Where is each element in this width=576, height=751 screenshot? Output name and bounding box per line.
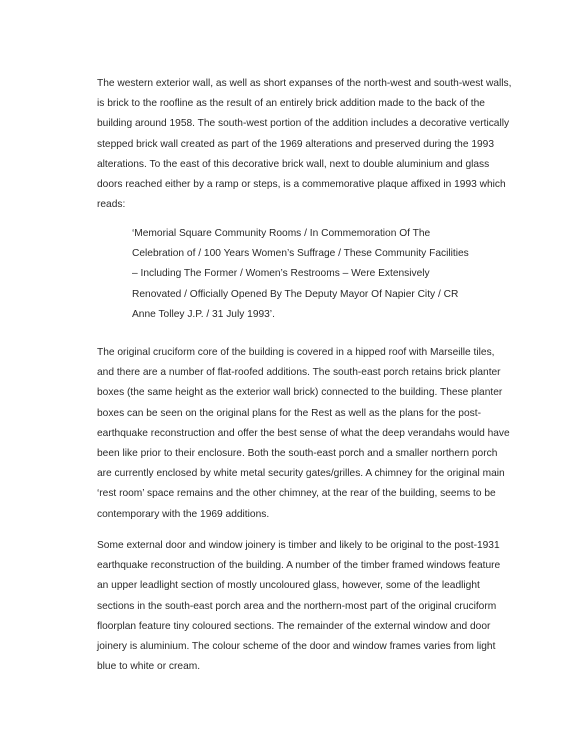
paragraph-joinery: [97, 536, 501, 677]
text-line: stepped brick wall created as part of the 1969 alterations and preserved during the 1993: [97, 138, 494, 150]
text-line: reads:: [97, 199, 126, 211]
text-line: joinery is aluminium. The colour scheme of the door and window frames varies from light: [97, 641, 496, 653]
text-line: is brick to the roofline as the result of an entirely brick addition made to the back of the: [97, 98, 485, 110]
text-line: sections in the south-east porch area and the northern-most part of the original cruciform: [97, 600, 497, 612]
text-line: boxes (the same height as the exterior wall brick) connected to the building. These planter: [97, 387, 503, 399]
quote-line: Celebration of / 100 Years Women’s Suffrage / These Community Facilities: [132, 248, 469, 260]
text-line: Some external door and window joinery is timber and likely to be original to the post-1931: [97, 540, 500, 551]
quote-line: ‘Memorial Square Community Rooms / In Commemoration Of The: [132, 228, 431, 239]
text-line: alterations. To the east of this decorative brick wall, next to double aluminium and glass: [97, 158, 490, 170]
text-line: boxes can be seen on the original plans for the Rest as well as the plans for the post-: [97, 407, 481, 419]
text-line: are currently enclosed by white metal security gates/grilles. A chimney for the original main: [97, 468, 505, 480]
quote-line: Anne Tolley J.P. / 31 July 1993’.: [132, 308, 275, 320]
text-line: The western exterior wall, as well as short expanses of the north-west and south-west walls,: [97, 78, 512, 89]
text-line: doors reached either by a ramp or steps, is a commemorative plaque affixed in 1993 which: [97, 179, 506, 191]
text-line: contemporary with the 1969 additions.: [97, 508, 270, 520]
text-line: floorplan feature tiny coloured sections. The remainder of the external window and door: [97, 620, 491, 632]
text-line: an upper leadlight section of mostly uncoloured glass, however, some of the leadlight: [97, 580, 480, 592]
text-line: blue to white or cream.: [97, 661, 201, 673]
quote-line: Renovated / Officially Opened By The Deputy Mayor Of Napier City / CR: [132, 288, 459, 300]
paragraph-cruciform-core: [97, 343, 510, 525]
text-line: been like prior to their enclosure. Both the south-east porch and a smaller northern porch: [97, 448, 498, 460]
text-line: and there are a number of flat-roofed additions. The south-east porch retains brick planter: [97, 367, 501, 379]
text-line: The original cruciform core of the building is covered in a hipped roof with Marseille tiles,: [97, 347, 495, 358]
text-line: building around 1958. The south-west portion of the addition includes a decorative vertically: [97, 118, 510, 130]
text-line: ‘rest room’ space remains and the other chimney, at the rear of the building, seems to be: [97, 488, 496, 500]
text-line: earthquake reconstruction of the building. A number of the timber framed windows feature: [97, 560, 501, 572]
paragraph-western-wall: [97, 74, 512, 215]
quote-line: – Including The Former / Women’s Restrooms – Were Extensively: [132, 268, 430, 280]
plaque-quote: [132, 224, 492, 325]
text-line: earthquake reconstruction and offer the best sense of what the deep verandahs would have: [97, 427, 510, 439]
